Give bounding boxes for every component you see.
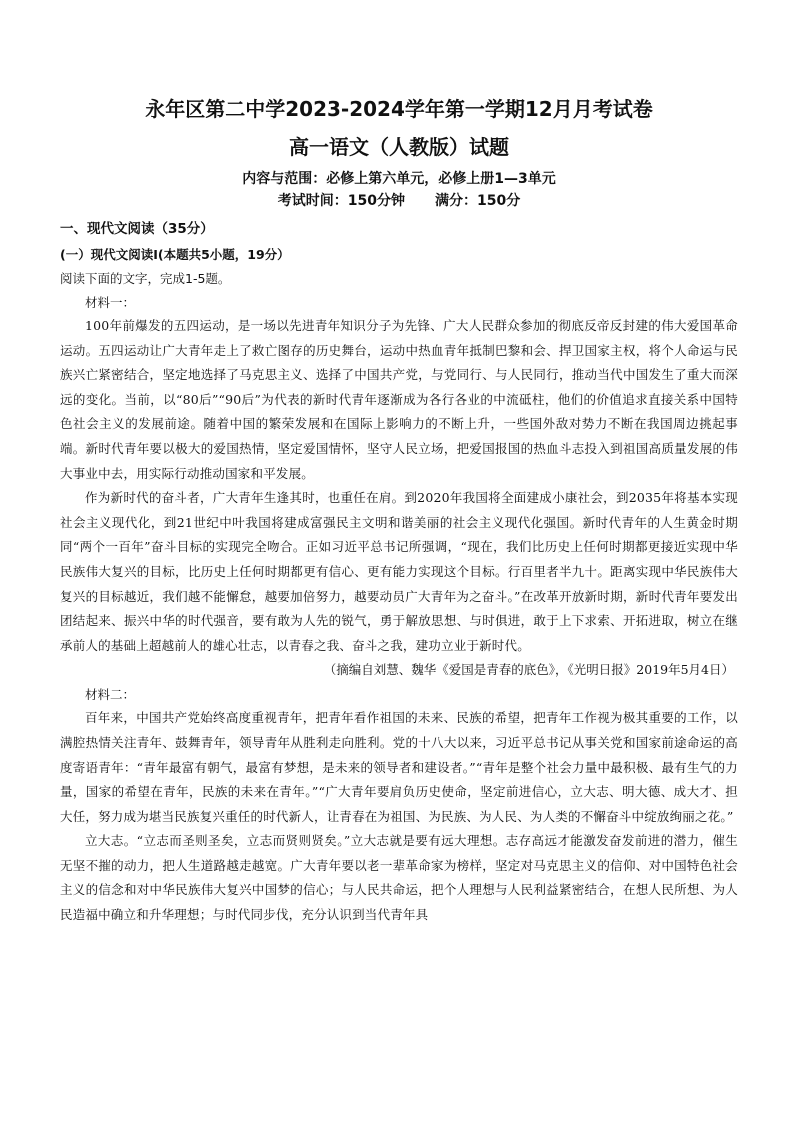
exam-title: 永年区第二中学2023-2024学年第一学期12月月考试卷 (145, 97, 653, 121)
material-one-paragraph: 100年前爆发的五四运动，是一场以先进青年知识分子为先锋、广大人民群众参加的彻底反帝反封建的伟大爱国革命运动。五四运动让广大青年走上了救亡图存的历史舞台，运动中热血青年抵制巴黎和会、捍卫国家主权，将个人命运与民族兴亡紧密结合，坚定地选择了马克思主义、选择了中国共产党，与党同行、与人民同行，推动当代中国发生了重大而深远的变化。当前，以“80后”“90后”为代表的新时代青年逐渐成为各行各业的中流砥柱，他们的价值追求直接关系中国特色社会主义的发展前途。随着中国的繁荣发展和在国际上影响力的不断上升，一些国外敌对势力不断在我国周边挑起事端。新时代青年要以极大的爱国热情，坚定爱国情怀，坚守人民立场，把爱国报国的热血斗志投入到祖国高质量发展的伟大事业中去，用实际行动推动国家和平发展。 (60, 318, 738, 481)
material-two-label: 材料二： (85, 687, 136, 703)
exam-full-score: 满分：150分 (435, 193, 521, 209)
material-one-source: （摘编自刘慧、魏华《爱国是青春的底色》，《光明日报》2019年5月4日） (323, 662, 734, 678)
section-heading: 一、现代文阅读（35分） (60, 221, 214, 237)
material-one-paragraph: 作为新时代的奋斗者，广大青年生逢其时，也重任在肩。到2020年我国将全面建成小康社会，到2035年将基本实现社会主义现代化，到21世纪中叶我国将建成富强民主文明和谐美丽的社会主义现代化强国。新时代青年的人生黄金时期同“两个一百年”奋斗目标的实现完全吻合。正如习近平总书记所强调，“现在，我们比历史上任何时期都更接近实现中华民族伟大复兴的目标，比历史上任何时期都更有信心、更有能力实现这个目标。行百里者半九十。距离实现中华民族伟大复兴的目标越近，我们越不能懈怠，越要加倍努力，越要动员广大青年为之奋斗。”在改革开放新时期，新时代青年要发出团结起来、振兴中华的时代强音，要有敢为人先的锐气，勇于解放思想、与时俱进，敢于上下求索、开拓进取，树立在继承前人的基础上超越前人的雄心壮志，以青春之我、奋斗之我，建功立业于新时代。 (60, 490, 738, 653)
material-two-paragraph: 百年来，中国共产党始终高度重视青年，把青年看作祖国的未来、民族的希望，把青年工作视为极其重要的工作，以满腔热情关注青年、鼓舞青年，领导青年从胜利走向胜利。党的十八大以来，习近平总书记从事关党和国家前途命运的高度寄语青年：“青年最富有朝气，最富有梦想，是未来的领导者和建设者。”“青年是整个社会力量中最积极、最有生气的力量，国家的希望在青年，民族的未来在青年。”“广大青年要肩负历史使命，坚定前进信心，立大志、明大德、成大才、担大任，努力成为堪当民族复兴重任的时代新人，让青春在为祖国、为民族、为人民、为人类的不懈奋斗中绽放绚丽之花。” (60, 710, 738, 824)
exam-subject-title: 高一语文（人教版）试题 (289, 135, 509, 159)
material-two-paragraph: 立大志。“立志而圣则圣矣，立志而贤则贤矣。”立大志就是要有远大理想。志存高远才能激发奋发前进的潜力，催生无坚不摧的动力，把人生道路越走越宽。广大青年要以老一辈革命家为榜样，坚定对马克思主义的信仰、对中国特色社会主义的信念和对中华民族伟大复兴中国梦的信心；与人民共命运，把个人理想与人民利益紧密结合，在想人民所想、为人民造福中确立和升华理想；与时代同步伐，充分认识到当代青年具 (60, 833, 738, 923)
reading-instruction: 阅读下面的文字，完成1-5题。 (60, 271, 231, 286)
exam-time: 考试时间：150分钟 (277, 193, 405, 209)
exam-scope: 内容与范围：必修上第六单元，必修上册1—3单元 (242, 171, 556, 187)
exam-time-score-line (60, 190, 738, 212)
subsection-heading: (一）现代文阅读Ⅰ(本题共5小题，19分） (60, 247, 290, 262)
material-one-label: 材料一： (85, 295, 136, 310)
